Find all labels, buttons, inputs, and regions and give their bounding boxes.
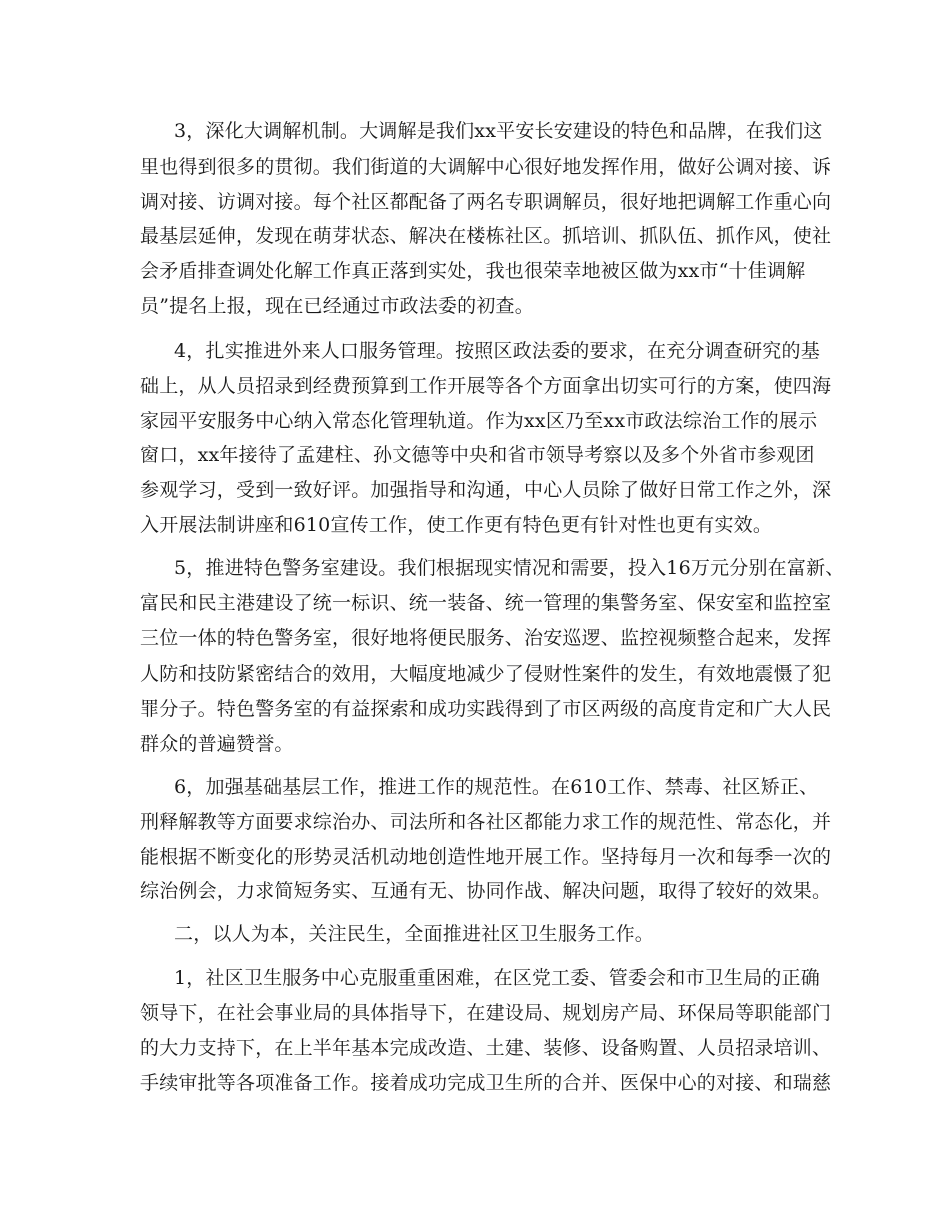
paragraph-line: 最基层延伸，发现在萌芽状态、解决在楼栋社区。抓培训、抓队伍、抓作风，使社	[140, 225, 832, 247]
paragraph-line: 罪分子。特色警务室的有益探索和成功实践得到了市区两级的高度肯定和广大人民	[140, 698, 832, 720]
paragraph-line: 能根据不断变化的形势灵活机动地创造性地开展工作。坚持每月一次和每季一次的	[140, 846, 832, 868]
paragraph-line: 的大力支持下，在上半年基本完成改造、土建、装修、设备购置、人员招录培训、	[140, 1037, 832, 1059]
paragraph-line: 4，扎实推进外来人口服务管理。按照区政法委的要求，在充分调查研究的基	[174, 340, 820, 362]
paragraph-line: 窗口，xx年接待了孟建柱、孙文德等中央和省市领导考察以及多个外省市参观团	[140, 444, 815, 466]
paragraph-line: 综治例会，力求简短务实、互通有无、协同作战、解决问题，取得了较好的效果。	[140, 880, 832, 902]
paragraph-line: 富民和民主港建设了统一标识、统一装备、统一管理的集警务室、保安室和监控室	[140, 592, 832, 614]
paragraph-line: 1，社区卫生服务中心克服重重困难，在区党工委、管委会和市卫生局的正确	[174, 967, 820, 989]
paragraph-line: 群众的普遍赞誉。	[140, 733, 294, 755]
section-heading: 二，以人为本，关注民生，全面推进社区卫生服务工作。	[174, 923, 655, 945]
paragraph-line: 调对接、访调对接。每个社区都配备了两名专职调解员，很好地把调解工作重心向	[140, 191, 832, 213]
paragraph-line: 里也得到很多的贯彻。我们街道的大调解中心很好地发挥作用，做好公调对接、诉	[140, 156, 832, 178]
paragraph-line: 5，推进特色警务室建设。我们根据现实情况和需要，投入16万元分别在富新、	[174, 557, 845, 579]
paragraph-line: 础上，从人员招录到经费预算到工作开展等各个方面拿出切实可行的方案，使四海	[140, 375, 832, 397]
paragraph-line: 6，加强基础基层工作，推进工作的规范性。在610工作、禁毒、社区矫正、	[174, 776, 819, 798]
paragraph-line: 家园平安服务中心纳入常态化管理轨道。作为xx区乃至xx市政法综治工作的展示	[140, 410, 818, 432]
paragraph-line: 入开展法制讲座和610宣传工作，使工作更有特色更有针对性也更有实效。	[140, 514, 773, 536]
paragraph-line: 会矛盾排查调处化解工作真正落到实处，我也很荣幸地被区做为xx市“十佳调解	[140, 260, 806, 282]
paragraph-line: 员”提名上报，现在已经通过市政法委的初查。	[140, 295, 534, 317]
paragraph-line: 刑释解教等方面要求综治办、司法所和各社区都能力求工作的规范性、常态化，并	[140, 811, 832, 833]
paragraph-line: 参观学习，受到一致好评。加强指导和沟通，中心人员除了做好日常工作之外，深	[140, 479, 832, 501]
paragraph-line: 领导下，在社会事业局的具体指导下，在建设局、规划房产局、环保局等职能部门	[140, 1002, 832, 1024]
paragraph-line: 3，深化大调解机制。大调解是我们xx平安长安建设的特色和品牌，在我们这	[174, 120, 823, 142]
paragraph-line: 三位一体的特色警务室，很好地将便民服务、治安巡逻、监控视频整合起来，发挥	[140, 627, 832, 649]
paragraph-line: 手续审批等各项准备工作。接着成功完成卫生所的合并、医保中心的对接、和瑞慈	[140, 1072, 832, 1094]
paragraph-line: 人防和技防紧密结合的效用，大幅度地减少了侵财性案件的发生，有效地震慑了犯	[140, 663, 832, 685]
